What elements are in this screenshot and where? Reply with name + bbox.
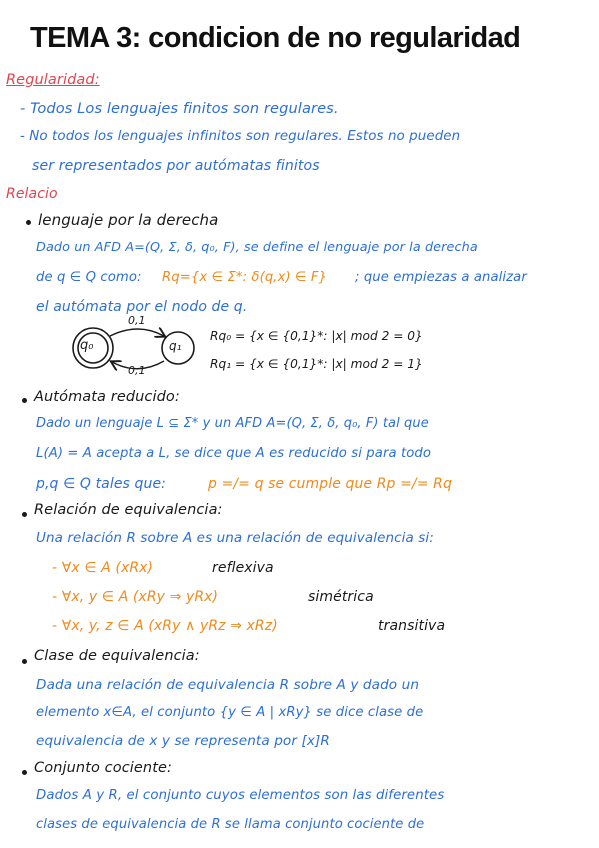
rq0-definition: Rq₀ = {x ∈ {0,1}*: |x| mod 2 = 0}: [210, 329, 423, 343]
bullet: [22, 770, 27, 775]
lenguaje-line-2a: de q ∈ Q como:: [36, 270, 142, 285]
bullet: [22, 659, 27, 664]
lenguaje-line-2c: ; que empiezas a analizar: [355, 270, 527, 285]
simetrica-formula: - ∀x, y ∈ A (xRy ⇒ yRx): [52, 589, 219, 605]
reducido-line-3a: p,q ∈ Q tales que:: [36, 476, 166, 492]
transitiva-name: transitiva: [378, 618, 446, 634]
lenguaje-line-3: el autómata por el nodo de q.: [36, 299, 248, 315]
state-q1-label: q₁: [169, 339, 182, 353]
simetrica-name: simétrica: [308, 589, 374, 605]
clase-line-3: equivalencia de x y se representa por [x]R: [36, 733, 330, 749]
clase-equivalencia-label: Clase de equivalencia:: [34, 648, 200, 664]
lenguaje-derecha-label: lenguaje por la derecha: [38, 211, 219, 229]
edge-q0-q1: [110, 329, 164, 336]
edge-bottom-label: 0,1: [128, 364, 146, 377]
equivalencia-line-1: Una relación R sobre A es una relación de equivalencia si:: [36, 530, 434, 546]
reducido-condition: p =/= q se cumple que Rp =/= Rq: [208, 476, 452, 492]
transitiva-formula: - ∀x, y, z ∈ A (xRy ∧ yRz ⇒ xRz): [52, 618, 278, 634]
page-title: TEMA 3: condicion de no regularidad: [30, 22, 521, 54]
relacion-equivalencia-label: Relación de equivalencia:: [34, 502, 223, 518]
regularidad-heading: Regularidad:: [6, 72, 100, 88]
lenguaje-line-1: Dado un AFD A=(Q, Σ, δ, q₀, F), se define el lenguaje por la derecha: [36, 240, 478, 255]
regularidad-line-2: - No todos los lenguajes infinitos son regulares. Estos no pueden: [20, 129, 461, 144]
cociente-line-2: clases de equivalencia de R se llama conjunto cociente de: [36, 817, 425, 832]
reducido-line-1: Dado un lenguaje L ⊆ Σ* y un AFD A=(Q, Σ, δ, q₀, F) tal que: [36, 416, 429, 431]
state-q0-label: q₀: [80, 338, 94, 353]
bullet: [22, 398, 27, 403]
bullet: [22, 512, 27, 517]
conjunto-cociente-label: Conjunto cociente:: [34, 760, 173, 776]
right-language-definition: Rq={x ∈ Σ*: δ(q,x) ∈ F}: [162, 270, 328, 285]
rq1-definition: Rq₁ = {x ∈ {0,1}*: |x| mod 2 = 1}: [210, 357, 423, 371]
bullet: [26, 220, 31, 225]
reflexiva-formula: - ∀x ∈ A (xRx): [52, 560, 154, 576]
edge-top-label: 0,1: [128, 314, 146, 327]
automata-reducido-label: Autómata reducido:: [34, 389, 180, 405]
clase-line-1: Dada una relación de equivalencia R sobre A y dado un: [36, 677, 420, 693]
regularidad-line-3: ser representados por autómatas finitos: [32, 158, 320, 174]
reflexiva-name: reflexiva: [212, 560, 274, 576]
cociente-line-1: Dados A y R, el conjunto cuyos elementos son las diferentes: [36, 788, 445, 803]
clase-line-2: elemento x∈A, el conjunto {y ∈ A | xRy} se dice clase de: [36, 705, 424, 720]
regularidad-line-1: - Todos Los lenguajes finitos son regulares.: [20, 100, 339, 117]
reducido-line-2: L(A) = A acepta a L, se dice que A es reducido si para todo: [36, 446, 432, 461]
relacion-heading: Relacio: [6, 186, 58, 202]
